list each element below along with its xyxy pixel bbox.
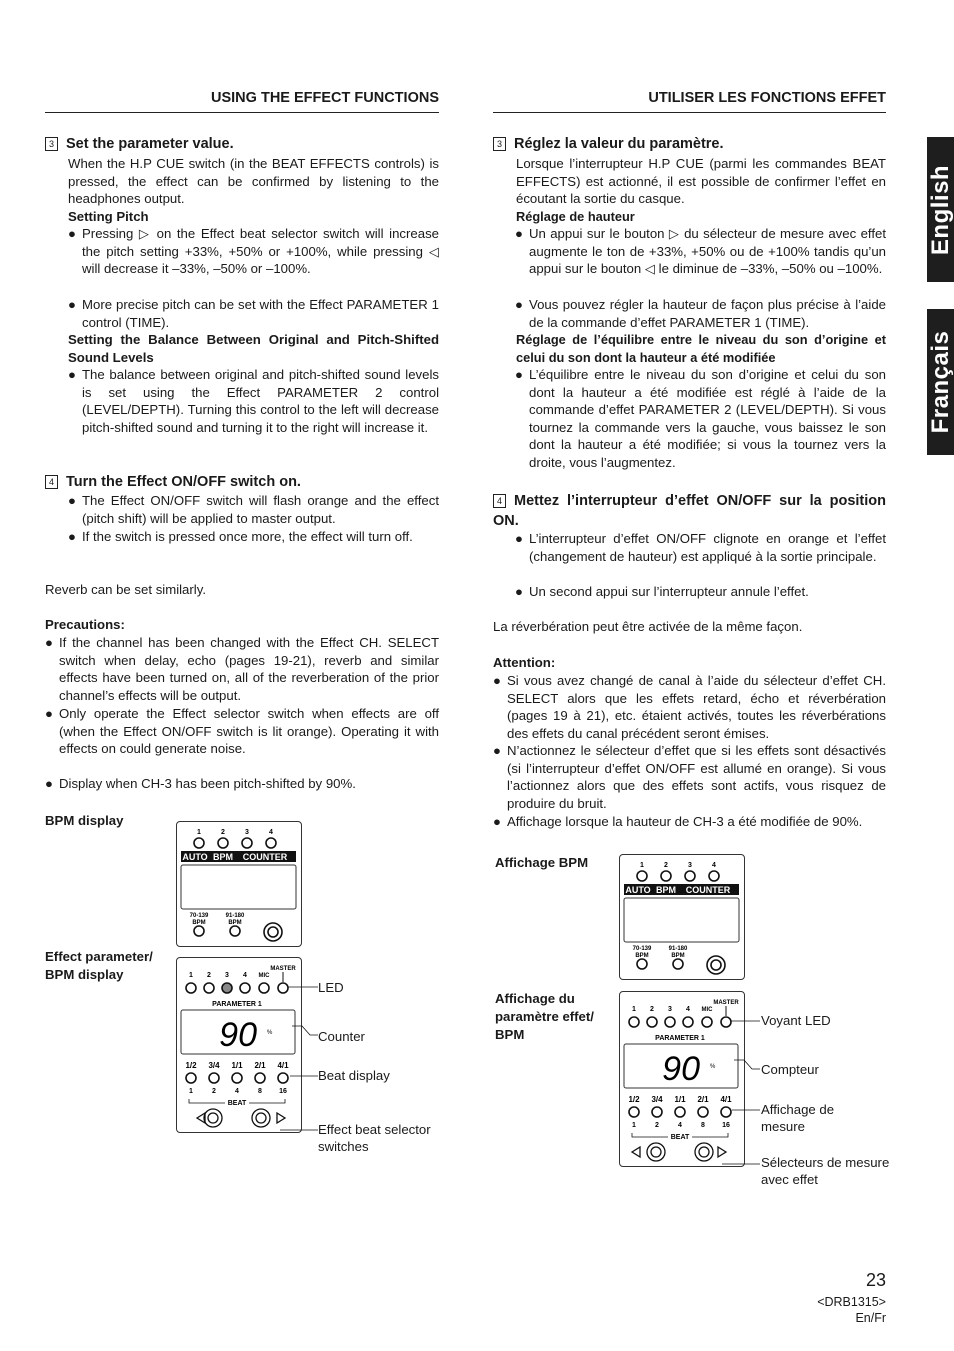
callout-counter: Counter	[318, 1029, 365, 1044]
led-indicator	[637, 871, 647, 881]
bpm-display-label: Affichage BPM	[495, 855, 589, 870]
reverb-note: Reverb can be set similarly.	[45, 582, 206, 597]
led-indicator	[240, 983, 250, 993]
channel-number: MIC	[701, 1007, 713, 1013]
precautions-heading: Precautions:	[45, 617, 125, 632]
document-lang-text: En/Fr	[855, 1311, 886, 1325]
callout-selector-switches: Effect beat selector switches	[318, 1122, 431, 1154]
list-item: ● Only operate the Effect selector switch when effects are off (when the Effect ON/OFF switch is lit orange). Operating it with effects on could generate noise.	[45, 706, 439, 757]
bpm-panel-drawing	[620, 855, 744, 979]
bpm-display-panel	[176, 821, 302, 947]
list-item-text: N’actionnez le sélecteur d’effet que si les effets sont désactivés (si l’interrupteur d’effet ON/OFF est allumé en orange). Si vous l’actionnez alors que des effets sont actifs, vous risquez de produire du bruit.	[507, 743, 886, 811]
led-indicator	[629, 1017, 639, 1027]
led-indicator	[259, 983, 269, 993]
led-indicator	[232, 1073, 242, 1083]
balance-heading: Setting the Balance Between Original and Pitch-Shifted Sound Levels	[68, 332, 439, 365]
step-number: 4	[45, 475, 58, 489]
channel-number: 1	[632, 1006, 636, 1013]
beat-number: 2	[655, 1122, 659, 1129]
knob-center	[268, 927, 278, 937]
led-indicator	[186, 983, 196, 993]
list-item: ● If the channel has been changed with the Effect CH. SELECT switch when delay, echo (pages 19-21), reverb and similar effects have been turned on, all of the reverberation of the prior channel’s effects will be output.	[45, 635, 439, 703]
led-indicator	[204, 983, 214, 993]
list-item-text: If the switch is pressed once more, the effect will turn off.	[82, 529, 413, 544]
channel-number: 1	[189, 972, 193, 979]
led-indicator	[629, 1107, 639, 1117]
auto-label: AUTO	[625, 885, 651, 895]
range-label: 91-180	[225, 913, 245, 919]
selector-button-center	[256, 1113, 266, 1123]
callout-counter: Compteur	[761, 1062, 819, 1077]
list-item: ● If the switch is pressed once more, the effect will turn off.	[68, 529, 413, 544]
callout-led: LED	[318, 980, 344, 995]
led-indicator	[186, 1073, 196, 1083]
list-item: ● L’équilibre entre le niveau du son d’origine et celui du son dont la hauteur a été modifiée est réglé à l’aide de la commande d’effet PARAMETER 2 (LEVEL/DEPTH). Si vous tournez la commande vers la gauche, vous baissez le son dont la hauteur a été modifiée; si vous la tournez vers la droite, vous l’augmentez.	[515, 367, 886, 470]
led-indicator	[702, 1017, 712, 1027]
beat-fraction: 2/1	[697, 1095, 709, 1104]
range-label: BPM	[228, 920, 242, 926]
lcd-screen	[181, 865, 296, 909]
list-item-text: More precise pitch can be set with the Effect PARAMETER 1 control (TIME).	[82, 297, 439, 330]
step-3-title	[45, 135, 234, 153]
led-indicator	[242, 838, 252, 848]
beat-number: 16	[722, 1122, 730, 1129]
list-item: ● L’interrupteur d’effet ON/OFF clignote en orange et l’effet (changement de hauteur) est appliqué à la sortie principale.	[515, 531, 886, 564]
bpm-label: BPM	[213, 852, 233, 862]
step-title-text: Turn the Effect ON/OFF switch on.	[66, 474, 301, 490]
knob-center	[711, 960, 721, 970]
led-indicator	[661, 871, 671, 881]
beat-fraction: 4/1	[720, 1095, 732, 1104]
step-3-intro: When the H.P CUE switch (in the BEAT EFFECTS controls) is pressed, the effect can be confirmed by listening to the headphones output.	[68, 156, 439, 207]
led-indicator	[209, 1073, 219, 1083]
callout-lines-left	[280, 960, 320, 1140]
section-header-right: UTILISER LES FONCTIONS EFFET	[493, 90, 886, 113]
list-item: ● Display when CH-3 has been pitch-shifted by 90%.	[45, 776, 356, 791]
beat-number: 2	[212, 1088, 216, 1095]
range-label: 91-180	[668, 946, 688, 952]
list-item-text: L’interrupteur d’effet ON/OFF clignote en orange et l’effet (changement de hauteur) est appliqué à la sortie principale.	[529, 531, 886, 564]
range-label: 70-139	[189, 913, 209, 919]
counter-value: 90	[662, 1050, 700, 1088]
led-indicator-lit	[222, 983, 232, 993]
list-item-text: If the channel has been changed with the Effect CH. SELECT switch when delay, echo (pages 19-21), reverb and similar effects have been turned on, all of the reverberation of the prior channel’s effects will be output.	[59, 635, 439, 703]
channel-number: 3	[225, 972, 229, 979]
counter-label: COUNTER	[685, 885, 731, 895]
tab-francais[interactable]	[927, 309, 954, 455]
list-item: ● Un appui sur le bouton ▷ du sélecteur de mesure avec effet augmente le ton de +33%, +50% ou de +100% tandis qu’un appui sur le bouton ◁ le diminue de –33%, –50% ou –100%.	[515, 226, 886, 277]
reverb-note: La réverbération peut être activée de la même façon.	[493, 619, 803, 634]
beat-fraction: 3/4	[651, 1095, 663, 1104]
selector-button-center	[208, 1113, 218, 1123]
triangle-left-icon	[632, 1147, 640, 1157]
list-item: ● N’actionnez le sélecteur d’effet que si les effets sont désactivés (si l’interrupteur d’effet ON/OFF est allumé en orange). Si vous l’actionnez alors que des effets sont actifs, vous risquez de produire du bruit.	[493, 743, 886, 811]
knob-icon	[264, 923, 282, 941]
step-title-text: Mettez l’interrupteur d’effet ON/OFF sur la position ON.	[493, 493, 886, 529]
callout-beat-display: Affichage de mesure	[761, 1102, 835, 1134]
list-item-text: Un appui sur le bouton ▷ du sélecteur de mesure avec effet augmente le ton de +33%, +50% ou de +100% tandis qu’un appui sur le bouton ◁ le diminue de –33%, –50% ou –100%.	[529, 226, 886, 277]
effect-parameter-label: Affichage du paramètre effet/ BPM	[495, 991, 594, 1042]
beat-fraction: 1/1	[231, 1061, 243, 1070]
step-number: 4	[493, 494, 506, 508]
led-number: 2	[664, 862, 668, 869]
beat-number: 4	[678, 1122, 682, 1129]
list-item-text: Pressing ▷ on the Effect beat selector switch will increase the pitch setting +33%, +50% or +100%, while pressing ◁ will decrease it –33%, –50% or –100%.	[82, 226, 439, 277]
parameter-label: PARAMETER 1	[212, 1001, 262, 1008]
bpm-panel-drawing	[177, 822, 301, 946]
beat-fraction: 4/1	[277, 1061, 289, 1070]
led-indicator	[266, 838, 276, 848]
led-indicator	[698, 1107, 708, 1117]
callout-lines-right	[722, 994, 762, 1174]
list-item: ● Si vous avez changé de canal à l’aide du sélecteur d’effet CH. SELECT alors que les effets retard, écho et réverbération (pages 19 à 21), etc. étaient activés, toutes les réverbérations des effets du canal précédent seront émises.	[493, 673, 886, 741]
step-title-text: Set the parameter value.	[66, 136, 234, 152]
step-4-title	[45, 473, 301, 491]
beat-number: 8	[701, 1122, 705, 1129]
channel-number: 2	[650, 1006, 654, 1013]
list-item-text: The Effect ON/OFF switch will flash orange and the effect (pitch shift) will be applied to master output.	[82, 493, 439, 526]
range-label: BPM	[635, 953, 649, 959]
parameter-label: PARAMETER 1	[655, 1035, 705, 1042]
balance-heading: Réglage de l’équilibre entre le niveau du son d’origine et celui du son dont la hauteur a été modifiée	[516, 332, 886, 365]
list-item-text: The balance between original and pitch-shifted sound levels is set using the Effect PARAMETER 2 control (LEVEL/DEPTH). Turning this control to the left will decrease pitch-shifted sound and turning it to the right will increase it.	[82, 367, 439, 435]
auto-label: AUTO	[182, 852, 208, 862]
channel-number: 4	[686, 1006, 690, 1013]
master-label: MASTER	[270, 966, 296, 972]
led-indicator	[665, 1017, 675, 1027]
step-number: 3	[493, 137, 506, 151]
beat-number: 1	[632, 1122, 636, 1129]
led-number: 2	[221, 829, 225, 836]
counter-value: 90	[219, 1016, 257, 1054]
document-code	[817, 1294, 886, 1326]
bpm-display-panel	[619, 854, 745, 980]
precautions-heading: Attention:	[493, 655, 556, 670]
led-indicator	[709, 871, 719, 881]
list-item-text: Si vous avez changé de canal à l’aide du sélecteur d’effet CH. SELECT alors que les effets retard, écho et réverbération (pages 19 à 21), etc. étaient activés, toutes les réverbérations des effets du canal précédent seront émises.	[507, 673, 886, 741]
range-label: 70-139	[632, 946, 652, 952]
bpm-display-label: BPM display	[45, 813, 124, 828]
beat-number: 16	[279, 1088, 287, 1095]
led-indicator	[637, 959, 647, 969]
percent-sign: %	[710, 1064, 716, 1070]
beat-fraction: 2/1	[254, 1061, 266, 1070]
effect-parameter-label: Effect parameter/ BPM display	[45, 949, 153, 982]
setting-pitch-heading: Réglage de hauteur	[516, 209, 635, 224]
step-title-text: Réglez la valeur du paramètre.	[514, 136, 724, 152]
beat-fraction: 1/1	[674, 1095, 686, 1104]
selector-button-left	[647, 1143, 665, 1161]
list-item: ● Vous pouvez régler la hauteur de façon plus précise à l’aide de la commande d’effet PARAMETER 1 (TIME).	[515, 297, 886, 330]
percent-sign: %	[267, 1030, 273, 1036]
section-header-left: USING THE EFFECT FUNCTIONS	[45, 90, 439, 113]
lcd-screen	[624, 898, 739, 942]
led-indicator	[673, 959, 683, 969]
beat-number: 4	[235, 1088, 239, 1095]
list-item: ● Affichage lorsque la hauteur de CH-3 a été modifiée de 90%.	[493, 814, 863, 829]
callout-selector-switches: Sélecteurs de mesure avec effet	[761, 1155, 890, 1187]
selector-button-center	[699, 1147, 709, 1157]
led-number: 4	[712, 862, 716, 869]
led-number: 1	[197, 829, 201, 836]
beat-label: BEAT	[670, 1134, 690, 1141]
led-indicator	[218, 838, 228, 848]
selector-button-center	[651, 1147, 661, 1157]
callout-beat-display: Beat display	[318, 1068, 390, 1083]
tab-english[interactable]	[927, 137, 954, 282]
led-indicator	[647, 1017, 657, 1027]
list-item: ● More precise pitch can be set with the Effect PARAMETER 1 control (TIME).	[68, 297, 439, 330]
range-label: BPM	[671, 953, 685, 959]
tab-francais-label: Français	[926, 330, 954, 434]
list-item: ● The Effect ON/OFF switch will flash orange and the effect (pitch shift) will be applied to master output.	[68, 493, 439, 526]
led-number: 3	[688, 862, 692, 869]
step-number: 3	[45, 137, 58, 151]
document-code-text: <DRB1315>	[817, 1295, 886, 1309]
led-number: 3	[245, 829, 249, 836]
setting-pitch-heading: Setting Pitch	[68, 209, 149, 224]
list-item: ● Pressing ▷ on the Effect beat selector switch will increase the pitch setting +33%, +50% or +100%, while pressing ◁ will decrease it –33%, –50% or –100%.	[68, 226, 439, 277]
list-item: ● Un second appui sur l’interrupteur annule l’effet.	[515, 584, 809, 599]
knob-icon	[707, 956, 725, 974]
beat-fraction: 1/2	[185, 1061, 197, 1070]
beat-fraction: 1/2	[628, 1095, 640, 1104]
step-3-intro: Lorsque l’interrupteur H.P CUE (parmi les commandes BEAT EFFECTS) est actionné, il est possible de confirmer l’effet en écoutant la sortie du casque.	[516, 156, 886, 207]
page-number: 23	[865, 1270, 886, 1290]
led-indicator	[230, 926, 240, 936]
callout-led: Voyant LED	[761, 1013, 831, 1028]
channel-number: 3	[668, 1006, 672, 1013]
led-number: 4	[269, 829, 273, 836]
led-indicator	[683, 1017, 693, 1027]
tab-english-label: English	[926, 164, 954, 255]
channel-number: 4	[243, 972, 247, 979]
selector-button-left	[204, 1109, 222, 1127]
beat-number: 8	[258, 1088, 262, 1095]
list-item-text: Only operate the Effect selector switch when effects are off (when the Effect ON/OFF switch is lit orange). Operating it with effects on could generate noise.	[59, 706, 439, 757]
led-indicator	[194, 926, 204, 936]
beat-label: BEAT	[227, 1100, 247, 1107]
list-item-text: Un second appui sur l’interrupteur annule l’effet.	[529, 584, 809, 599]
selector-button-right	[252, 1109, 270, 1127]
list-item-text: Vous pouvez régler la hauteur de façon plus précise à l’aide de la commande d’effet PARAMETER 1 (TIME).	[529, 297, 886, 330]
list-item-text: Display when CH-3 has been pitch-shifted by 90%.	[59, 776, 356, 791]
list-item-text: Affichage lorsque la hauteur de CH-3 a été modifiée de 90%.	[507, 814, 863, 829]
led-indicator	[194, 838, 204, 848]
channel-number: MIC	[258, 973, 270, 979]
step-4-title	[493, 491, 886, 531]
list-item-text: L’équilibre entre le niveau du son d’origine et celui du son dont la hauteur a été modifiée est réglé à l’aide de la commande d’effet PARAMETER 2 (LEVEL/DEPTH). Si vous tournez la commande vers la gauche, vous baissez le son dont la hauteur a été modifiée; si vous la tournez vers la droite, vous l’augmentez.	[529, 367, 886, 470]
bpm-label: BPM	[656, 885, 676, 895]
master-label: MASTER	[713, 1000, 739, 1006]
channel-number: 2	[207, 972, 211, 979]
counter-label: COUNTER	[242, 852, 288, 862]
led-indicator	[255, 1073, 265, 1083]
list-item: ● The balance between original and pitch-shifted sound levels is set using the Effect PARAMETER 2 control (LEVEL/DEPTH). Turning this control to the left will decrease pitch-shifted sound and turning it to the right will increase it.	[68, 367, 439, 435]
led-number: 1	[640, 862, 644, 869]
led-indicator	[685, 871, 695, 881]
led-indicator	[652, 1107, 662, 1117]
selector-button-right	[695, 1143, 713, 1161]
step-3-title	[493, 135, 724, 153]
beat-fraction: 3/4	[208, 1061, 220, 1070]
beat-number: 1	[189, 1088, 193, 1095]
range-label: BPM	[192, 920, 206, 926]
led-indicator	[675, 1107, 685, 1117]
